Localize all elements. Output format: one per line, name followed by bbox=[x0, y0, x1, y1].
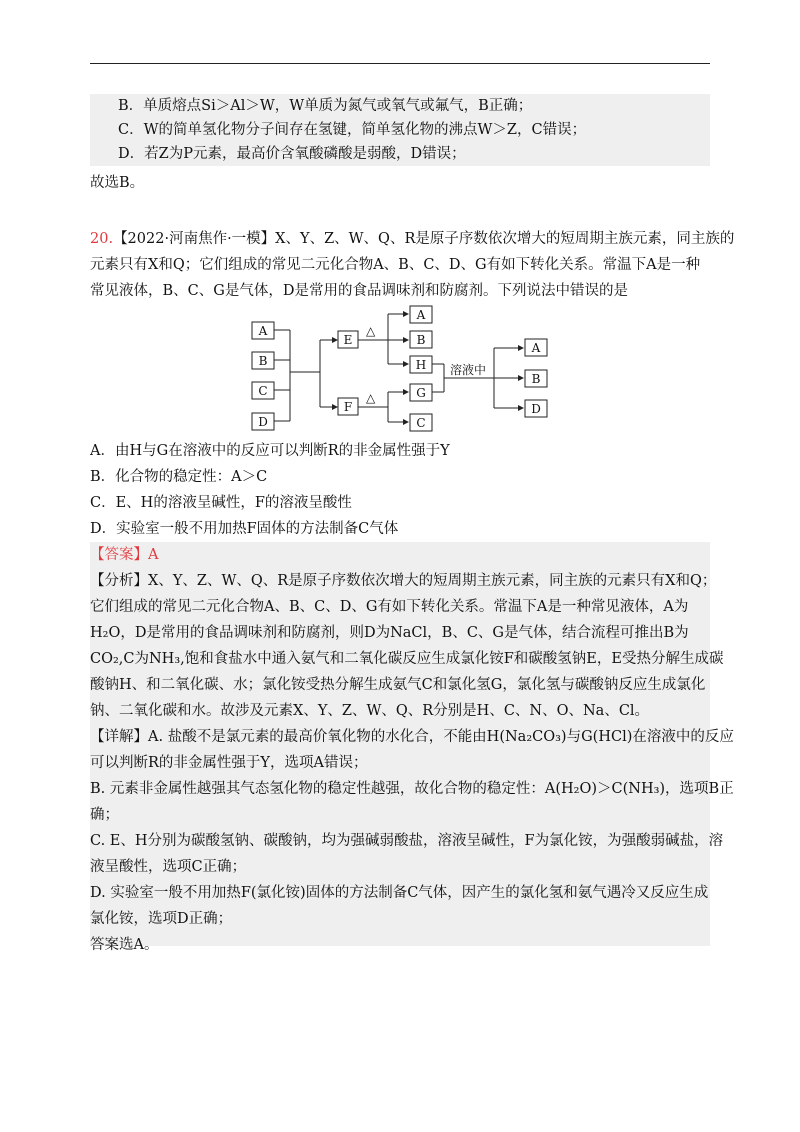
answer-label: 【答案】A bbox=[90, 547, 159, 563]
diagram-f-connector bbox=[358, 392, 404, 422]
prev-solution-block bbox=[90, 94, 710, 166]
analysis-line-5: 酸钠H、和二氧化碳、水；氯化铵受热分解生成氨气C和氯化氢G，氯化氢与碳酸钠反应生成氯化 bbox=[90, 677, 706, 693]
question-line-3: 常见液体，B、C、G是气体，D是常用的食品调味剂和防腐剂。下列说法中错误的是 bbox=[90, 283, 628, 299]
diagram-label-b-from-e: B bbox=[416, 333, 426, 347]
detail-line-3: B. 元素非金属性越强其气态氢化物的稳定性越强，故化合物的稳定性：A(H₂O)＞C(NH₃)，选项B正 bbox=[90, 781, 734, 797]
diagram-label-h: H bbox=[415, 358, 427, 372]
diagram-label-a-from-e: A bbox=[416, 308, 426, 322]
diagram-label-b-left: B bbox=[258, 354, 268, 368]
diagram-solution-connector bbox=[432, 348, 518, 408]
diagram-label-d-left: D bbox=[258, 415, 268, 429]
diagram-label-g: G bbox=[416, 386, 426, 400]
diagram-label-d-final: D bbox=[531, 402, 541, 416]
question-line-1: 20.【2022·河南焦作·一模】X、Y、Z、W、Q、R是原子序数依次增大的短周期主族元素，同主族的 bbox=[90, 231, 735, 247]
transformation-diagram bbox=[248, 302, 568, 434]
detail-line-2: 可以判断R的非金属性强于Y，选项A错误； bbox=[90, 755, 368, 771]
analysis-line-6: 钠、二氧化碳和水。故涉及元素X、Y、Z、W、Q、R分别是H、C、N、O、Na、Cl。 bbox=[90, 703, 650, 719]
diagram-e-connector bbox=[358, 314, 404, 364]
prev-option-c: C．W的简单氢化物分子间存在氢键，简单氢化物的沸点W＞Z，C错误； bbox=[118, 122, 587, 138]
detail-line-9: 答案选A。 bbox=[90, 937, 159, 953]
analysis-line-4: CO₂,C为NH₃,饱和食盐水中通入氨气和二氧化碳反应生成氯化铵F和碳酸氢钠E，E受热分解生成碳 bbox=[90, 651, 724, 667]
analysis-line-2: 它们组成的常见二元化合物A、B、C、D、G有如下转化关系。常温下A是一种常见液体，A为 bbox=[90, 599, 689, 615]
detail-line-1: 【详解】A. 盐酸不是氯元素的最高价氧化物的水化合，不能由H(Na₂CO₃)与G(HCl)在溶液中的反应 bbox=[90, 729, 734, 745]
question-20 bbox=[90, 226, 735, 304]
header-rule bbox=[90, 63, 710, 64]
option-a: A．由H与G在溶液中的反应可以判断R的非金属性强于Y bbox=[90, 443, 450, 459]
diagram-label-c-left: C bbox=[258, 384, 268, 398]
prev-conclusion: 故选B。 bbox=[90, 175, 145, 191]
question-line-2: 元素只有X和Q；它们组成的常见二元化合物A、B、C、D、G有如下转化关系。常温下A是一种 bbox=[90, 257, 701, 273]
analysis-line-1: 【分析】X、Y、Z、W、Q、R是原子序数依次增大的短周期主族元素，同主族的元素只有X和Q； bbox=[90, 573, 717, 589]
detail-line-5: C. E、H分别为碳酸氢钠、碳酸钠，均为强碱弱酸盐，溶液呈碱性，F为氯化铵，为强酸弱碱盐，溶 bbox=[90, 833, 724, 849]
detail-line-7: D. 实验室一般不用加热F(氯化铵)固体的方法制备C气体，因产生的氯化氢和氨气遇冷又反应生成 bbox=[90, 885, 709, 901]
option-b: B．化合物的稳定性：A＞C bbox=[90, 469, 268, 485]
question-options bbox=[90, 438, 710, 542]
question-number: 20. bbox=[90, 231, 114, 247]
diagram-label-c-from-f: C bbox=[416, 416, 426, 430]
diagram-label-a-final: A bbox=[531, 341, 541, 355]
option-c: C．E、H的溶液呈碱性，F的溶液呈酸性 bbox=[90, 495, 352, 511]
detail-line-4: 确； bbox=[90, 807, 119, 823]
diagram-solution-label: 溶液中 bbox=[450, 363, 487, 377]
diagram-left-connector bbox=[274, 330, 334, 421]
diagram-label-e: E bbox=[343, 333, 353, 347]
detail-line-6: 液呈酸性，选项C正确； bbox=[90, 859, 247, 875]
diagram-label-b-final: B bbox=[531, 372, 541, 386]
prev-option-b: B．单质熔点Si＞Al＞W，W单质为氮气或氧气或氟气，B正确； bbox=[118, 98, 533, 114]
option-d: D．实验室一般不用加热F固体的方法制备C气体 bbox=[90, 521, 399, 537]
diagram-delta-f: △ bbox=[366, 391, 376, 405]
diagram-label-f: F bbox=[343, 400, 353, 414]
detail-line-8: 氯化铵，选项D正确； bbox=[90, 911, 233, 927]
answer-block bbox=[90, 542, 734, 953]
analysis-line-3: H₂O，D是常用的食品调味剂和防腐剂，则D为NaCl，B、C、G是气体，结合流程可推出B为 bbox=[90, 625, 689, 641]
diagram-label-a-left: A bbox=[258, 324, 268, 338]
prev-option-d: D．若Z为P元素，最高价含氧酸磷酸是弱酸，D错误； bbox=[118, 146, 466, 162]
diagram-delta-e: △ bbox=[366, 324, 376, 338]
